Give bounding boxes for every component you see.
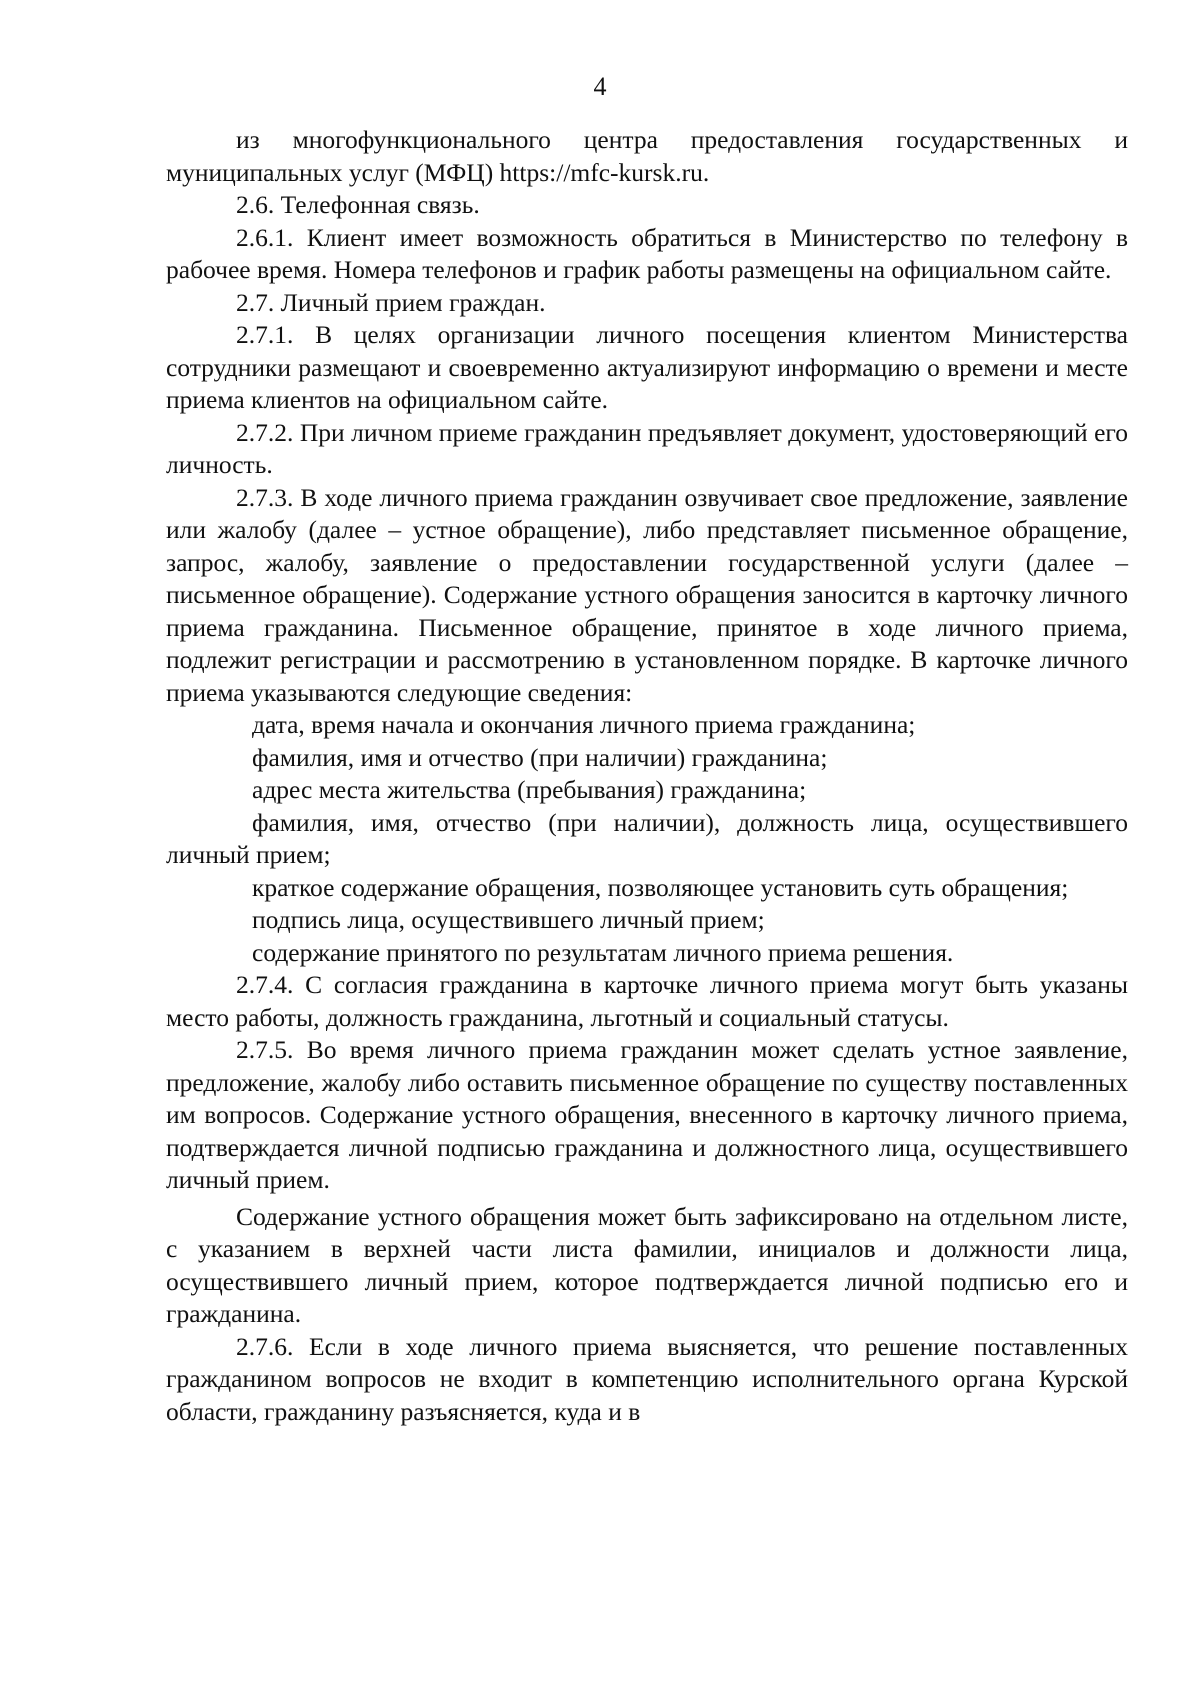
list-item-address: адрес места жительства (пребывания) гражданина; <box>252 775 807 804</box>
list-item-decision: содержание принятого по результатам личного приема решения. <box>252 937 954 967</box>
heading-2-6-telephone: 2.6. Телефонная связь. <box>236 190 480 219</box>
paragraph-mfc-continuation: из многофункционального центра предоставления государственных и муниципальных услуг (МФЦ) https://mfc-kursk.ru. <box>166 125 1128 187</box>
paragraph-2-7-2: 2.7.2. При личном приеме гражданин предъявляет документ, удостоверяющий его личность. <box>166 417 1128 479</box>
list-item-date-time: дата, время начала и окончания личного приема гражданина; <box>252 710 916 739</box>
paragraph-2-7-3: 2.7.3. В ходе личного приема гражданин озвучивает свое предложение, заявление или жалобу (далее – устное обращение), либо представляет письменное обращение, запрос, жалобу, заявление о предоставлении государственной услуги (далее – письменное обращение). Содержание устного обращения заносится в карточку личного приема гражданина. Письменное обращение, принятое в ходе личного приема, подлежит регистрации и рассмотрению в установленном порядке. В карточке личного приема указываются следующие сведения: <box>166 482 1128 707</box>
paragraph-oral-appeal-sheet: Содержание устного обращения может быть зафиксировано на отдельном листе, с указанием в верхней части листа фамилии, инициалов и должности лица, осуществившего личный прием, которое подтверждается личной подписью его и гражданина. <box>166 1201 1128 1328</box>
paragraph-2-7-5: 2.7.5. Во время личного приема гражданин может сделать устное заявление, предложение, жалобу либо оставить письменное обращение по существу поставленных им вопросов. Содержание устного обращения, внесенного в карточку личного приема, подтверждается личной подписью гражданина и должностного лица, осуществившего личный прием. <box>166 1035 1128 1194</box>
paragraph-2-6-1: 2.6.1. Клиент имеет возможность обратиться в Министерство по телефону в рабочее время. Номера телефонов и график работы размещены на официальном сайте. <box>166 222 1128 284</box>
paragraph-2-7-6: 2.7.6. Если в ходе личного приема выясняется, что решение поставленных гражданином вопросов не входит в компетенцию исполнительного органа Курской области, гражданину разъясняется, куда и в <box>166 1331 1128 1426</box>
page-number: 4 <box>593 72 607 101</box>
list-item-signature: подпись лица, осуществившего личный прием; <box>252 905 765 934</box>
list-item-official: фамилия, имя, отчество (при наличии), должность лица, осуществившего личный прием; <box>166 807 1128 869</box>
heading-2-7-personal-reception: 2.7. Личный прием граждан. <box>236 287 546 317</box>
document-body <box>166 124 1128 1428</box>
paragraph-2-7-4: 2.7.4. С согласия гражданина в карточке личного приема могут быть указаны место работы, должность гражданина, льготный и социальный статусы. <box>166 970 1128 1032</box>
list-item-summary: краткое содержание обращения, позволяющее установить суть обращения; <box>252 872 1069 902</box>
paragraph-2-7-1: 2.7.1. В целях организации личного посещения клиентом Министерства сотрудники размещают и своевременно актуализируют информацию о времени и месте приема клиентов на официальном сайте. <box>166 320 1128 414</box>
list-item-full-name: фамилия, имя и отчество (при наличии) гражданина; <box>252 742 828 772</box>
